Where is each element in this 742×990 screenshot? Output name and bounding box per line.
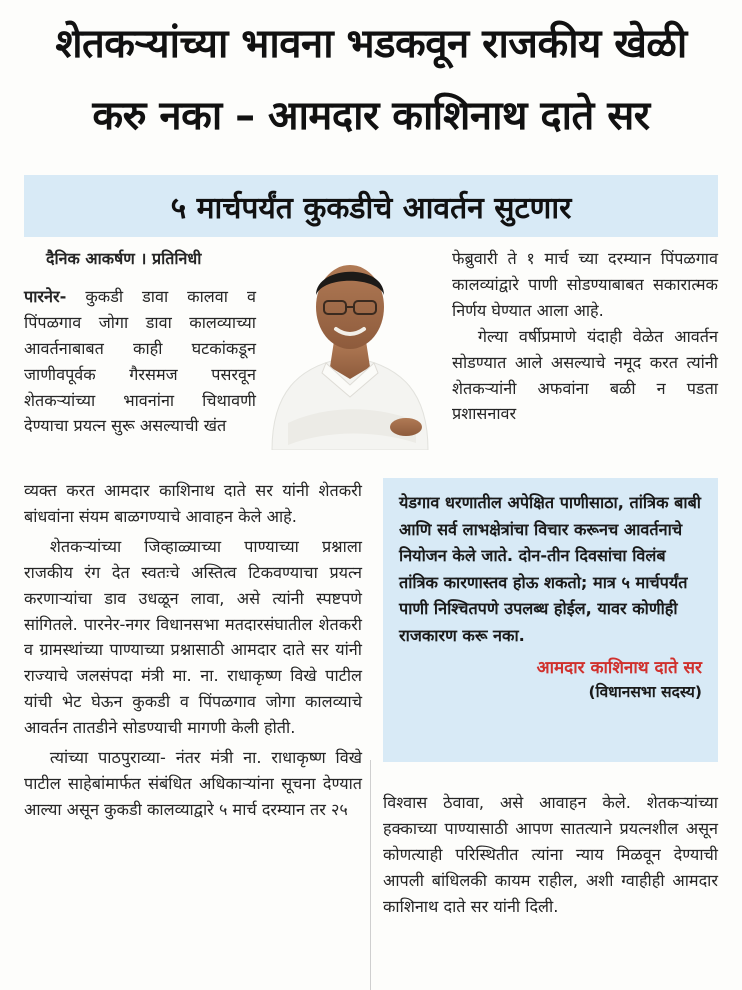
quote-box xyxy=(383,478,718,762)
quote-author: आमदार काशिनाथ दाते सर xyxy=(536,658,702,678)
right-column-top xyxy=(452,246,718,427)
subheadline-band xyxy=(24,175,718,237)
dateline-place: पारनेर- xyxy=(24,286,67,306)
right-paragraph-2: गेल्या वर्षीप्रमाणे यंदाही वेळेत आवर्तन सोडण्यात आले असल्याचे नमूद करत त्यांनी शेतकऱ्यांनी अफवांना बळी न पडता प्रशासनावर xyxy=(452,326,718,424)
portrait-photo xyxy=(266,245,434,450)
subheadline: ५ मार्चपर्यंत कुकडीचे आवर्तन सुटणार xyxy=(170,190,572,226)
person-portrait-icon xyxy=(266,245,434,450)
quote-text: येडगाव धरणातील अपेक्षित पाणीसाठा, तांत्रिक बाबी आणि सर्व लाभक्षेत्रांचा विचार करूनच आवर्तनाचे नियोजन केले जाते. दोन-तीन दिवसांचा विलंब तांत्रिक कारणास्तव होऊ शकतो; मात्र ५ मार्चपर्यंत पाणी निश्चितपणे उपलब्ध होईल, यावर कोणीही राजकारण करू नका. xyxy=(399,493,702,645)
right-column-bottom xyxy=(383,790,718,920)
lead-text: कुकडी डावा कालवा व पिंपळगाव जोगा डावा कालव्याच्या आवर्तनाबाबत काही घटकांकडून जाणीवपूर्वक गैरसमज पसरवून शेतकऱ्यांच्या भावनांना चिथावणी देण्याचा प्रयत्न सुरू असल्याची खंत xyxy=(24,286,256,436)
column-divider xyxy=(370,760,371,990)
body-paragraph-3: त्यांच्या पाठपुराव्या- नंतर मंत्री ना. राधाकृष्ण विखे पाटील साहेबांमार्फत संबंधित अधिकाऱ्यांना सूचना देण्यात आल्या असून कुकडी कालव्याद्वारे ५ मार्च दरम्यान तर २५ xyxy=(24,748,362,819)
right-paragraph-1: फेब्रुवारी ते १ मार्च च्या दरम्यान पिंपळगाव कालव्यांद्वारे पाणी सोडण्याबाबत सकारात्मक निर्णय घेण्यात आला आहे. xyxy=(452,249,718,320)
lead-paragraph-continued: व्यक्त करत आमदार काशिनाथ दाते सर यांनी शेतकरी बांधवांना संयम बाळगण्याचे आवाहन केले आहे. xyxy=(24,481,362,526)
headline-line-2: करु नका – आमदार काशिनाथ दाते सर xyxy=(92,93,650,139)
lead-paragraph xyxy=(24,284,256,439)
right-paragraph-3: विश्वास ठेवावा, असे आवाहन केले. शेतकऱ्यांच्या हक्काच्या पाण्यासाठी आपण सातत्याने प्रयत्नशील असून कोणत्याही परिस्थितीत त्यांना न्याय मिळवून देण्याची आपली बांधिलकी कायम राहील, अशी ग्वाहीही आमदार काशिनाथ दाते सर यांनी दिली. xyxy=(383,793,718,916)
quote-author-role: (विधानसभा सदस्य) xyxy=(588,683,702,701)
headline-line-1: शेतकऱ्यांच्या भावना भडकवून राजकीय खेळी xyxy=(55,21,687,67)
body-paragraph-2: शेतकऱ्यांच्या जिव्हाळ्याच्या पाण्याच्या प्रश्नाला राजकीय रंग देत स्वतःचे अस्तित्व टिकवण्याचा प्रयत्न करणाऱ्यांचा डाव उधळून लावा, असे त्यांनी स्पष्टपणे सांगितले. पारनेर-नगर विधानसभा मतदारसंघातील शेतकरी व ग्रामस्थांच्या पाण्याच्या प्रश्नासाठी आमदार दाते सर यांनी राज्याचे जलसंपदा मंत्री मा. ना. राधाकृष्ण विखे पाटील यांची भेट घेऊन कुकडी व पिंपळगाव जोगा कालव्याचे आवर्तन तातडीने सोडण्याची मागणी केली होती. xyxy=(24,536,362,738)
left-column-top xyxy=(24,246,256,439)
byline: दैनिक आकर्षण । प्रतिनिधी xyxy=(46,249,202,268)
left-column-body xyxy=(24,478,362,823)
